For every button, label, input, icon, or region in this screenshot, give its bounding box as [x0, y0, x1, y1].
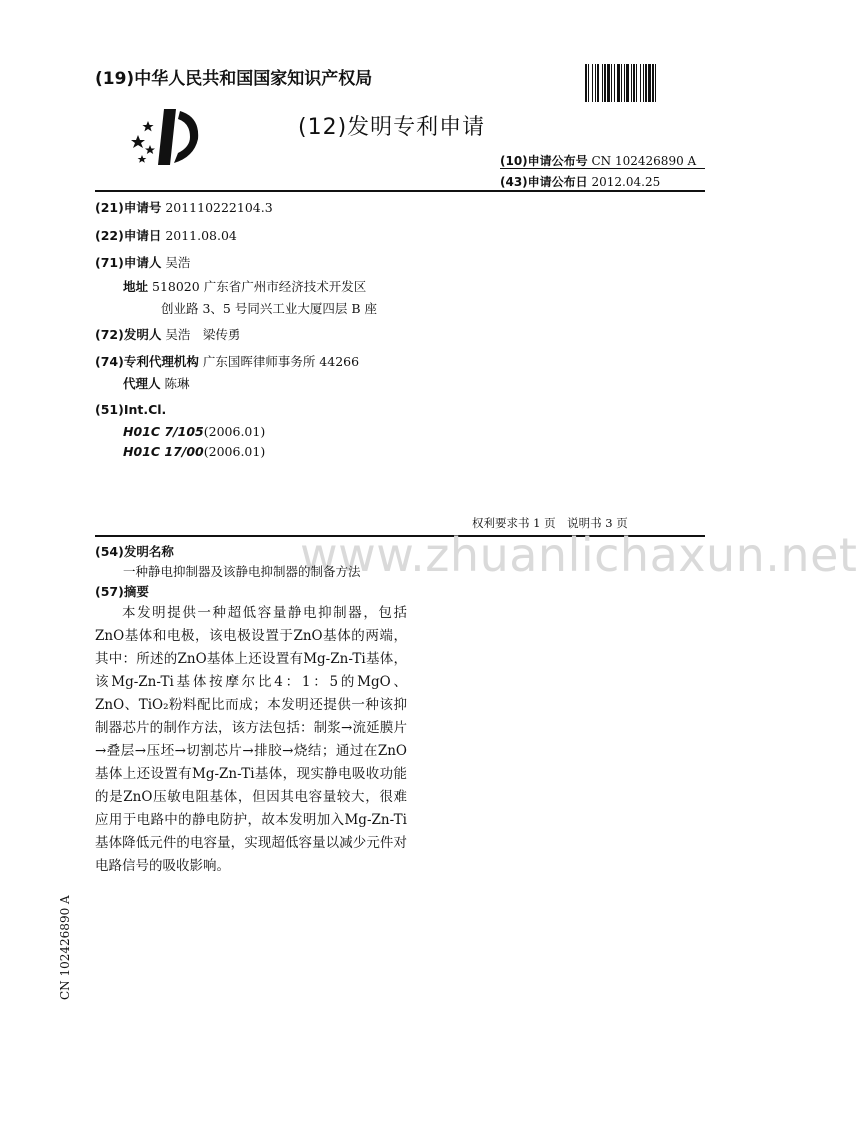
agent-row — [123, 374, 190, 392]
application-number-value: 201110222104.3 — [165, 200, 273, 215]
patent-office-name: (19)中华人民共和国国家知识产权局 — [95, 69, 373, 89]
invention-title-label: (54)发明名称 — [95, 544, 174, 559]
invention-title: 一种静电抑制器及该静电抑制器的制备方法 — [123, 564, 361, 579]
applicant-value: 吴浩 — [165, 255, 191, 270]
agency-value: 广东国晖律师事务所 44266 — [202, 354, 360, 369]
abstract-label: (57)摘要 — [95, 584, 149, 599]
publication-date-value: 2012.04.25 — [591, 175, 661, 189]
abstract-text: 本发明提供一种超低容量静电抑制器，包括ZnO基体和电极，该电极设置于ZnO基体的两端，其中：所述的ZnO基体上还设置有Mg-Zn-Ti基体，该Mg-Zn-Ti基体按摩尔比4：1：5的MgO、ZnO、TiO₂粉料配比而成；本发明还提供一种该抑制器芯片的制作方法，该方法包括：制浆→流延膜片→叠层→压坯→切割芯片→排胶→烧结；通过在ZnO基体上还设置有Mg-Zn-Ti基体，现实静电吸收功能的是ZnO压敏电阻基体，但因其电容量较大，很难应用于电路中的静电防护，故本发明加入Mg-Zn-Ti基体降低元件的电容量，实现超低容量以减少元件对电路信号的吸收影响。 — [95, 605, 407, 874]
barcode — [585, 64, 705, 102]
publication-date-label: (43)申请公布日 — [500, 175, 588, 189]
application-date-row — [95, 226, 237, 244]
inventors-row — [95, 325, 240, 343]
ipc-version: (2006.01) — [203, 444, 266, 459]
publication-number-row — [500, 152, 696, 169]
ipc-code: H01C 7/105 — [123, 424, 204, 439]
address-line-2: 创业路 3、5 号同兴工业大厦四层 B 座 — [161, 301, 377, 316]
header-divider — [95, 190, 705, 192]
int-cl-label: (51)Int.Cl. — [95, 402, 167, 417]
agent-value: 陈琳 — [164, 376, 190, 391]
address-label: 地址 — [123, 279, 149, 294]
ipc-entry — [123, 424, 265, 439]
page-count-info: 权利要求书 1 页 说明书 3 页 — [472, 516, 628, 530]
inventors-label: (72)发明人 — [95, 327, 162, 342]
applicant-row — [95, 253, 190, 271]
publication-date-row — [500, 173, 660, 190]
ipc-entry — [123, 444, 265, 459]
watermark: www.zhuanlichaxun.net — [300, 528, 857, 582]
application-number-label: (21)申请号 — [95, 200, 162, 215]
inventors-value: 吴浩 梁传勇 — [165, 327, 241, 342]
divider — [500, 168, 705, 169]
publication-number-label: (10)申请公布号 — [500, 154, 588, 168]
agency-label: (74)专利代理机构 — [95, 354, 199, 369]
abstract-body — [95, 602, 407, 878]
address-row — [123, 277, 366, 295]
application-date-label: (22)申请日 — [95, 228, 162, 243]
publication-number-value: CN 102426890 A — [591, 154, 697, 168]
agent-label: 代理人 — [123, 376, 161, 391]
address-line-1: 518020 广东省广州市经济技术开发区 — [152, 279, 367, 294]
side-publication-number: CN 102426890 A — [58, 895, 72, 1000]
application-number-row — [95, 198, 273, 216]
application-date-value: 2011.08.04 — [165, 228, 237, 243]
applicant-label: (71)申请人 — [95, 255, 162, 270]
ipc-version: (2006.01) — [203, 424, 266, 439]
ipc-code: H01C 17/00 — [123, 444, 204, 459]
document-type-title: (12)发明专利申请 — [298, 115, 486, 140]
agency-row — [95, 352, 359, 370]
cnipa-logo — [128, 105, 208, 169]
